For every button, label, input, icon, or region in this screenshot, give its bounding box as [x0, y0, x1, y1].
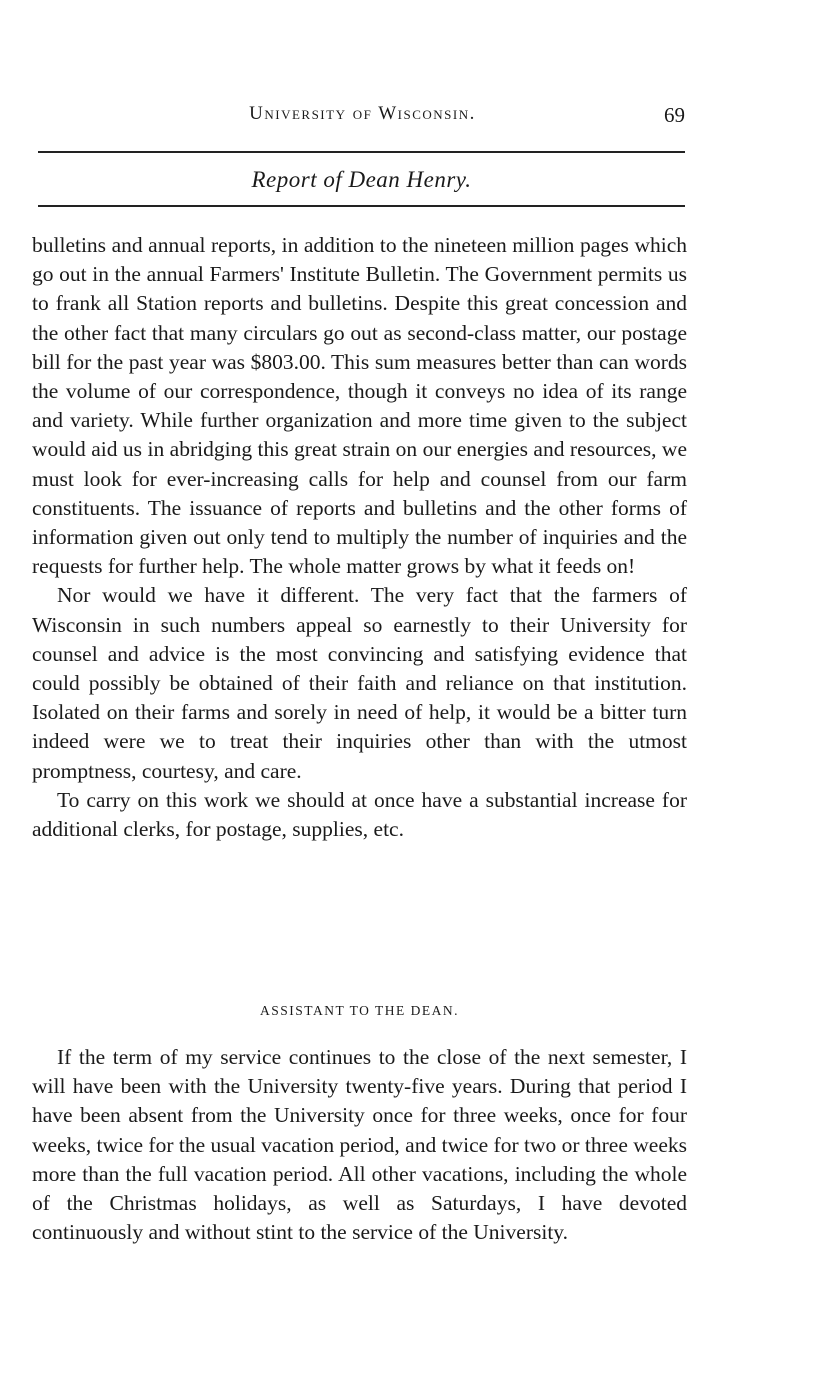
- main-text: [32, 231, 687, 844]
- running-title: University of Wisconsin.: [249, 103, 476, 124]
- subheading: ASSISTANT TO THE DEAN.: [260, 1003, 459, 1018]
- paragraph: If the term of my service continues to the close of the next semester, I will have been with the University twenty-five years. During that period I have been absent from the University once for three weeks, once for four weeks, twice for the usual vacation period, and twice for two or three weeks more than the full vacation period. All other vacations, including the whole of the Christmas holidays, as well as Saturdays, I have devoted continuously and without stint to the service of the University.: [32, 1045, 687, 1245]
- header-rule-bottom: [38, 205, 685, 207]
- page-number: 69: [664, 103, 685, 127]
- section-text: [32, 1043, 687, 1247]
- section-title: Report of Dean Henry.: [251, 167, 472, 192]
- paragraph: Nor would we have it different. The very fact that the farmers of Wisconsin in such numbers appeal so earnestly to their University for counsel and advice is the most convincing and satisfying evidence that could possibly be obtained of their faith and reliance on that institution. Isolated on their farms and sorely in need of help, it would be a bitter turn indeed were we to treat their inquiries other than with the utmost promptness, courtesy, and care.: [32, 583, 687, 783]
- running-head: [40, 103, 685, 133]
- header-rule-top: [38, 151, 685, 153]
- paragraph: bulletins and annual reports, in addition to the nineteen million pages which go out in the annual Farmers' Institute Bulletin. The Government permits us to frank all Station reports and bulletins. Despite this great concession and the other fact that many circulars go out as second-class matter, our postage bill for the past year was $803.00. This sum measures better than can words the volume of our correspondence, though it conveys no idea of its range and variety. While further organization and more time given to the subject would aid us in abridging this great strain on our energies and resources, we must look for ever-increasing calls for help and counsel from our farm constituents. The issuance of reports and bulletins and the other forms of information given out only tend to multiply the number of inquiries and the requests for further help. The whole matter grows by what it feeds on!: [32, 233, 687, 579]
- paragraph: To carry on this work we should at once have a substantial increase for additional clerks, for postage, supplies, etc.: [32, 787, 687, 842]
